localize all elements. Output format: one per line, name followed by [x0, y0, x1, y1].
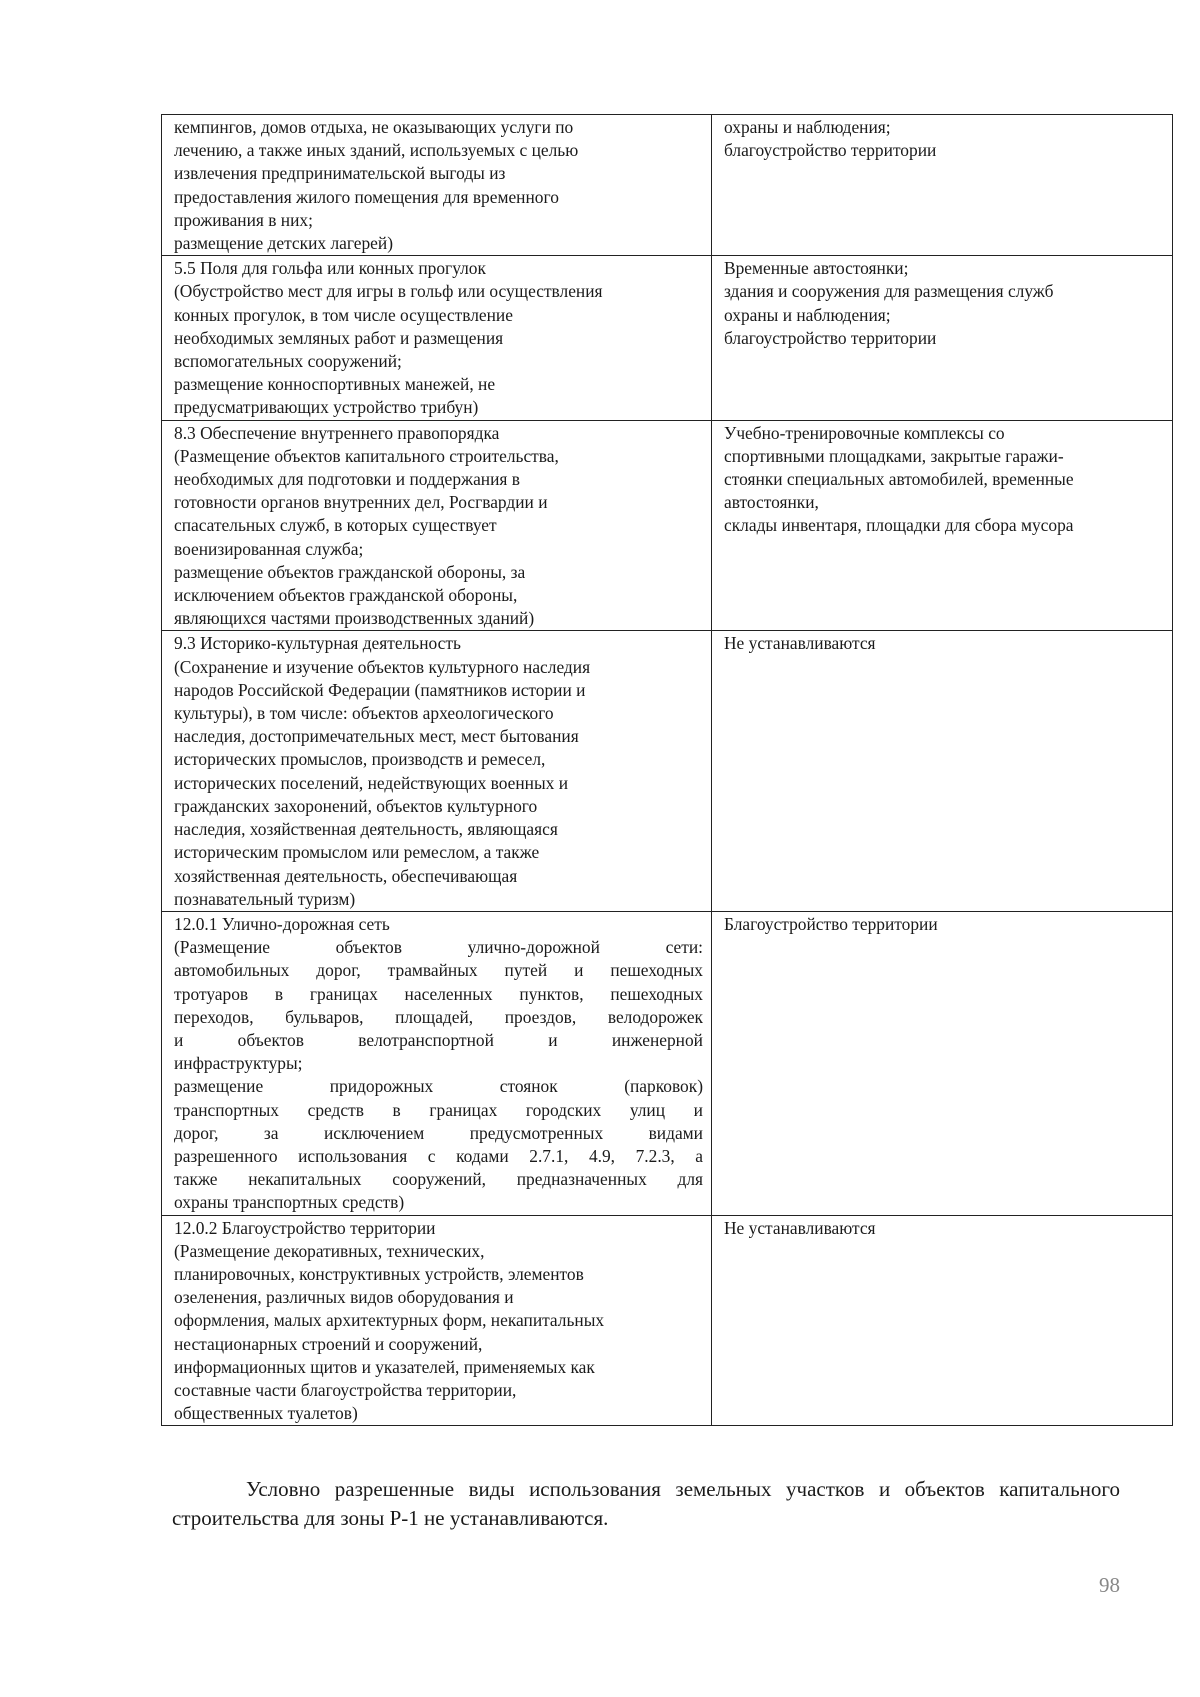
table-cell-auxiliary: [712, 911, 1173, 1215]
usage-text: кемпингов, домов отдыха, не оказывающих услуги по лечению, а также иных зданий, используемых с целью извлечения предпринимательской выгоды из предоставления жилого помещения для временного проживания в них; размещение детских лагерей): [174, 117, 579, 254]
usage-line: дорог, за исключением предусмотренных видами: [174, 1122, 703, 1143]
auxiliary-text: Благоустройство территории: [724, 913, 938, 934]
usage-line: переходов, бульваров, площадей, проездов, велодорожек: [174, 1006, 703, 1027]
table-cell-usage: [162, 115, 712, 256]
table-cell-usage: [162, 1215, 712, 1426]
conditional-use-paragraph: Условно разрешенные виды использования земельных участков и объектов капитального строительства для зоны Р-1 не устанавливаются.: [172, 1477, 1120, 1530]
page-number: 98: [1099, 1573, 1120, 1597]
usage-line: инфраструктуры;: [174, 1053, 303, 1074]
usage-line: и объектов велотранспортной и инженерной: [174, 1029, 703, 1050]
usage-line: также некапитальных сооружений, предназначенных для: [174, 1169, 703, 1190]
table-cell-auxiliary: [712, 256, 1173, 420]
usage-line: транспортных средств в границах городских улиц и: [174, 1099, 703, 1120]
table-row: [162, 911, 1173, 1215]
land-use-table: [161, 114, 1173, 1426]
table-cell-usage: [162, 420, 712, 631]
table-cell-usage: [162, 631, 712, 911]
usage-text-justified: [174, 913, 703, 1215]
auxiliary-text: Временные автостоянки; здания и сооружения для размещения служб охраны и наблюдения; благоустройство территории: [724, 258, 1054, 348]
table-cell-auxiliary: [712, 115, 1173, 256]
table-row: [162, 256, 1173, 420]
usage-line: тротуаров в границах населенных пунктов, пешеходных: [174, 983, 703, 1004]
table-row: [162, 631, 1173, 911]
table-cell-auxiliary: [712, 631, 1173, 911]
auxiliary-text: Не устанавливаются: [724, 633, 876, 654]
usage-text: 8.3 Обеспечение внутреннего правопорядка (Размещение объектов капитального строительства, необходимых для подготовки и поддержания в готовности органов внутренних дел, Росгвардии и спасательных служб, в которых существует военизированная служба; размещение объектов гражданской обороны, за исключением объектов гражданской обороны, являющихся частями производственных зданий): [174, 422, 559, 629]
table-row: [162, 1215, 1173, 1426]
auxiliary-text: Не устанавливаются: [724, 1217, 876, 1238]
table-cell-usage: [162, 256, 712, 420]
usage-line: охраны транспортных средств): [174, 1192, 405, 1213]
table-cell-auxiliary: [712, 420, 1173, 631]
usage-text: 12.0.2 Благоустройство территории (Размещение декоративных, технических, планировочных, конструктивных устройств, элементов озеленения, различных видов оборудования и оформления, малых архитектурных форм, некапитальных нестационарных строений и сооружений, информационных щитов и указателей, применяемых как составные части благоустройства территории, общественных туалетов): [174, 1217, 605, 1424]
usage-line: (Размещение объектов улично-дорожной сети:: [174, 937, 703, 958]
auxiliary-text: охраны и наблюдения; благоустройство территории: [724, 117, 937, 161]
usage-line: разрешенного использования с кодами 2.7.1, 4.9, 7.2.3, а: [174, 1145, 703, 1166]
usage-line: автомобильных дорог, трамвайных путей и пешеходных: [174, 960, 703, 981]
usage-line: размещение придорожных стоянок (парковок): [174, 1076, 703, 1097]
usage-text: 5.5 Поля для гольфа или конных прогулок (Обустройство мест для игры в гольф или осуществления конных прогулок, в том числе осуществление необходимых земляных работ и размещения вспомогательных сооружений; размещение конноспортивных манежей, не предусматривающих устройство трибун): [174, 258, 603, 418]
table-cell-usage: [162, 911, 712, 1215]
table-row: [162, 420, 1173, 631]
usage-text: 9.3 Историко-культурная деятельность (Сохранение и изучение объектов культурного наследия народов Российской Федерации (памятников истории и культуры), в том числе: объектов археологического наследия, достопримечательных мест, мест бытования исторических промыслов, производств и ремесел, исторических поселений, недействующих военных и гражданских захоронений, объектов культурного наследия, хозяйственная деятельность, являющаяся историческим промыслом или ремеслом, а также хозяйственная деятельность, обеспечивающая познавательный туризм): [174, 633, 591, 909]
table-cell-auxiliary: [712, 1215, 1173, 1426]
usage-line: 12.0.1 Улично-дорожная сеть: [174, 913, 390, 934]
table-row: [162, 115, 1173, 256]
auxiliary-text: Учебно-тренировочные комплексы со спортивными площадками, закрытые гаражи- стоянки специальных автомобилей, временные автостоянки, склады инвентаря, площадки для сбора мусора: [724, 422, 1074, 536]
